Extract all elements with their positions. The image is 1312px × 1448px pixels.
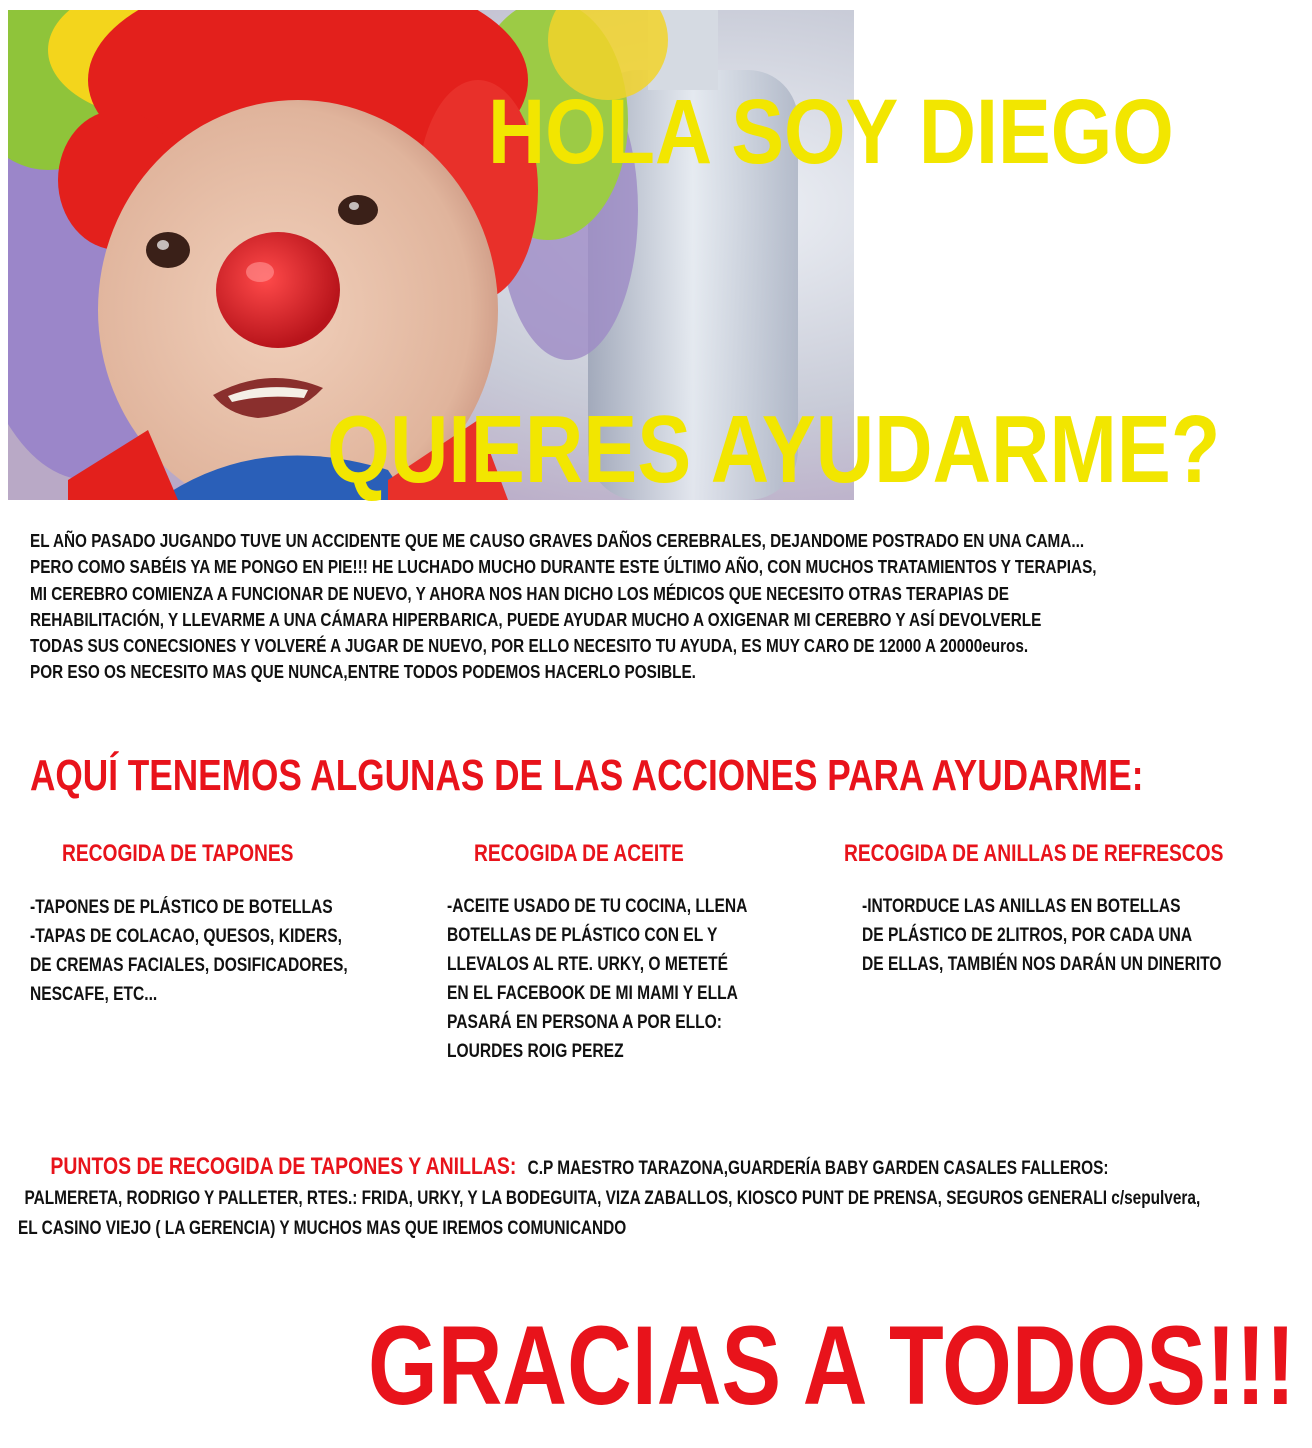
column-line: PASARÁ EN PERSONA A POR ELLO: bbox=[447, 1012, 722, 1033]
story-line: TODAS SUS CONECSIONES Y VOLVERÉ A JUGAR DE NUEVO, POR ELLO NECESITO TU AYUDA, ES MUY CARO DE 12000 A 20000euros. bbox=[30, 636, 1029, 657]
column-line: -TAPONES DE PLÁSTICO DE BOTELLAS bbox=[30, 897, 333, 918]
column-text-aceite bbox=[447, 892, 747, 1066]
column-line: DE CREMAS FACIALES, DOSIFICADORES, bbox=[30, 955, 348, 976]
column-line: -INTORDUCE LAS ANILLAS EN BOTELLAS bbox=[862, 896, 1181, 917]
story-line: POR ESO OS NECESITO MAS QUE NUNCA,ENTRE TODOS PODEMOS HACERLO POSIBLE. bbox=[30, 662, 696, 683]
column-text-tapones bbox=[30, 893, 348, 1009]
column-title-tapones: RECOGIDA DE TAPONES bbox=[62, 840, 294, 867]
actions-heading: AQUÍ TENEMOS ALGUNAS DE LAS ACCIONES PARA AYUDARME: bbox=[30, 751, 1144, 800]
column-line: BOTELLAS DE PLÁSTICO CON EL Y bbox=[447, 925, 718, 946]
column-line: DE PLÁSTICO DE 2LITROS, POR CADA UNA bbox=[862, 925, 1193, 946]
story-line: PERO COMO SABÉIS YA ME PONGO EN PIE!!! HE LUCHADO MUCHO DURANTE ESTE ÚLTIMO AÑO, CON MUCHOS TRATAMIENTOS Y TERAPIAS, bbox=[30, 557, 1097, 578]
column-line: EN EL FACEBOOK DE MI MAMI Y ELLA bbox=[447, 983, 738, 1004]
column-title-anillas: RECOGIDA DE ANILLAS DE REFRESCOS bbox=[844, 840, 1224, 867]
column-title-aceite: RECOGIDA DE ACEITE bbox=[474, 840, 684, 867]
points-text: C.P MAESTRO TARAZONA,GUARDERÍA BABY GARDEN CASALES FALLEROS: bbox=[527, 1158, 1109, 1179]
column-line: -ACEITE USADO DE TU COCINA, LLENA bbox=[447, 896, 748, 917]
points-line-3: EL CASINO VIEJO ( LA GERENCIA) Y MUCHOS MAS QUE IREMOS COMUNICANDO bbox=[18, 1218, 627, 1239]
story-line: REHABILITACIÓN, Y LLEVARME A UNA CÁMARA HIPERBARICA, PUEDE AYUDAR MUCHO A OXIGENAR MI CEREBRO Y ASÍ DEVOLVERLE bbox=[30, 609, 1042, 630]
points-line-2: PALMERETA, RODRIGO Y PALLETER, RTES.: FRIDA, URKY, Y LA BODEGUITA, VIZA ZABALLOS, KIOSCO PUNT DE PRENSA, SEGUROS GENERALI c/sepulvera, bbox=[24, 1188, 1201, 1209]
story-line: EL AÑO PASADO JUGANDO TUVE UN ACCIDENTE QUE ME CAUSO GRAVES DAÑOS CEREBRALES, DEJANDOME POSTRADO EN UNA CAMA... bbox=[30, 531, 1085, 551]
points-lead: PUNTOS DE RECOGIDA DE TAPONES Y ANILLAS: bbox=[50, 1153, 517, 1180]
collection-points bbox=[18, 1152, 1201, 1244]
column-line: LLEVALOS AL RTE. URKY, O METETÉ bbox=[447, 954, 729, 975]
headline-line1: HOLA SOY DIEGO bbox=[488, 81, 1174, 183]
column-text-anillas bbox=[862, 892, 1222, 979]
column-line: LOURDES ROIG PEREZ bbox=[447, 1041, 624, 1062]
thanks-footer: GRACIAS A TODOS!!! bbox=[368, 1303, 1296, 1428]
points-line-1 bbox=[18, 1152, 1109, 1184]
column-line: -TAPAS DE COLACAO, QUESOS, KIDERS, bbox=[30, 926, 342, 947]
story-paragraph bbox=[30, 528, 1101, 686]
clown-nose bbox=[216, 232, 340, 348]
story-line: MI CEREBRO COMIENZA A FUNCIONAR DE NUEVO, Y AHORA NOS HAN DICHO LOS MÉDICOS QUE NECESITO OTRAS TERAPIAS DE bbox=[30, 583, 1010, 604]
column-line: NESCAFE, ETC... bbox=[30, 984, 158, 1005]
column-line: DE ELLAS, TAMBIÉN NOS DARÁN UN DINERITO bbox=[862, 954, 1222, 975]
headline-line2: QUIERES AYUDARME? bbox=[327, 396, 1221, 503]
